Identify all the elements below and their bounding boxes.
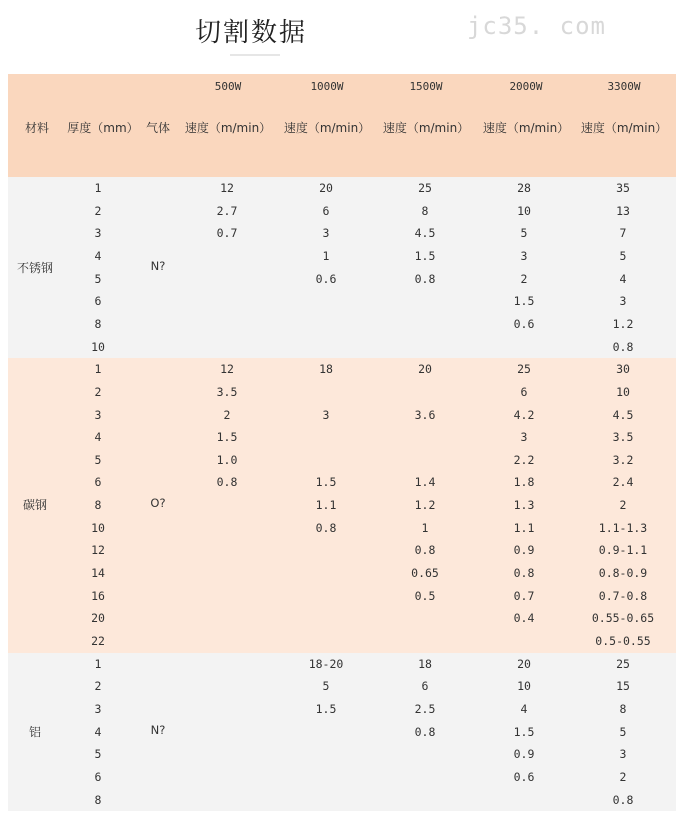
speed-cell: 12 [220, 362, 234, 377]
speed-cell: 25 [517, 362, 531, 377]
speed-cell: 25 [418, 181, 432, 195]
speed-cell: 4.5 [414, 226, 436, 241]
speed-cell: 5 [520, 226, 528, 241]
speed-cell: 2.7 [216, 203, 238, 218]
speed-cell [281, 290, 371, 313]
thickness-cell: 8 [94, 792, 102, 807]
header-speed-2000: 速度（m/min） [482, 121, 570, 135]
table-row [8, 675, 676, 698]
speed-cell: 0.8-0.9 [598, 566, 648, 581]
speed-cell: 1.5 [513, 294, 535, 309]
speed-cell [182, 675, 272, 698]
speed-cell [182, 539, 272, 562]
header-power-2000: 2000W [509, 80, 543, 93]
thickness-cell: 10 [91, 339, 105, 354]
table-row [8, 268, 676, 291]
speed-cell [380, 313, 470, 336]
thickness-cell: 3 [94, 701, 102, 716]
speed-cell [281, 607, 371, 630]
speed-cell [380, 607, 470, 630]
speed-cell [281, 562, 371, 585]
speed-cell: 2 [619, 769, 627, 784]
speed-cell: 5 [619, 248, 627, 263]
header-speed-500: 速度（m/min） [184, 121, 272, 135]
thickness-cell: 3 [94, 226, 102, 241]
thickness-cell: 12 [91, 543, 105, 558]
header-thickness: 厚度（mm） [67, 121, 139, 135]
speed-cell [182, 630, 272, 653]
speed-cell [182, 789, 272, 812]
speed-cell: 0.5 [414, 588, 436, 603]
speed-cell: 1.0 [216, 452, 238, 467]
speed-cell: 20 [418, 362, 432, 377]
thickness-cell: 8 [94, 316, 102, 331]
speed-cell: 0.9 [513, 747, 535, 762]
speed-cell: 5 [619, 724, 627, 739]
material-name: 铝 [28, 724, 41, 739]
table-row [8, 517, 676, 540]
table-row [8, 245, 676, 268]
speed-cell: 3 [520, 430, 528, 445]
speed-cell: 18 [418, 656, 432, 671]
header-power-1500: 1500W [409, 80, 443, 93]
speed-cell: 1 [421, 520, 429, 535]
speed-cell [380, 789, 470, 812]
header-speed-1000: 速度（m/min） [283, 121, 371, 135]
header-power-1000: 1000W [310, 80, 344, 93]
speed-cell [380, 743, 470, 766]
title-underline [230, 54, 280, 56]
speed-cell: 1.1-1.3 [598, 520, 648, 535]
speed-cell [182, 562, 272, 585]
table-row [8, 494, 676, 517]
header-speed-1500: 速度（m/min） [382, 121, 470, 135]
speed-cell: 0.9-1.1 [598, 543, 648, 558]
speed-cell: 0.6 [513, 769, 535, 784]
cutting-data-table [8, 74, 676, 814]
speed-cell [281, 381, 371, 404]
thickness-cell: 5 [94, 452, 102, 467]
speed-cell: 30 [616, 362, 630, 377]
thickness-cell: 20 [91, 611, 105, 626]
speed-cell [281, 539, 371, 562]
header-material: 材料 [24, 121, 49, 135]
thickness-cell: 22 [91, 634, 105, 648]
speed-cell: 10 [517, 679, 531, 694]
speed-cell [182, 494, 272, 517]
speed-cell: 0.8 [414, 271, 436, 286]
thickness-cell: 1 [94, 656, 102, 671]
speed-cell: 13 [616, 203, 630, 218]
speed-cell: 5 [322, 679, 330, 694]
speed-cell [281, 789, 371, 812]
thickness-cell: 16 [91, 588, 105, 603]
speed-cell: 2.5 [414, 701, 436, 716]
table-row [8, 721, 676, 744]
header-speed-3300: 速度（m/min） [580, 121, 668, 135]
speed-cell: 25 [616, 656, 630, 671]
speed-cell: 3 [322, 407, 330, 422]
speed-cell: 6 [421, 679, 429, 694]
speed-cell: 35 [616, 181, 630, 195]
thickness-cell: 4 [94, 430, 102, 445]
speed-cell: 0.4 [513, 611, 535, 626]
thickness-cell: 14 [91, 566, 105, 581]
speed-cell: 0.5-0.55 [595, 634, 651, 648]
speed-cell: 18-20 [308, 656, 344, 671]
speed-cell: 2 [520, 271, 528, 286]
speed-cell [281, 313, 371, 336]
speed-cell: 0.7 [513, 588, 535, 603]
thickness-cell: 6 [94, 475, 102, 490]
table-row [8, 789, 676, 812]
speed-cell: 0.9 [513, 543, 535, 558]
speed-cell: 1.4 [414, 475, 436, 490]
speed-cell: 3.5 [612, 430, 634, 445]
speed-cell [182, 313, 272, 336]
speed-cell: 6 [322, 203, 330, 218]
watermark: jc35. com [466, 12, 606, 40]
speed-cell: 0.8 [315, 520, 337, 535]
speed-cell [380, 336, 470, 359]
speed-cell [281, 585, 371, 608]
table-row [8, 404, 676, 427]
speed-cell [281, 449, 371, 472]
thickness-cell: 4 [94, 248, 102, 263]
thickness-cell: 5 [94, 747, 102, 762]
thickness-cell: 8 [94, 498, 102, 513]
speed-cell [380, 449, 470, 472]
speed-cell [281, 630, 371, 653]
thickness-cell: 4 [94, 724, 102, 739]
speed-cell: 1.2 [414, 498, 436, 513]
speed-cell [281, 426, 371, 449]
speed-cell [182, 721, 272, 744]
speed-cell: 1 [322, 248, 330, 263]
thickness-cell: 2 [94, 384, 102, 399]
table-header [8, 74, 676, 177]
speed-cell: 1.5 [315, 701, 337, 716]
table-row [8, 471, 676, 494]
speed-cell: 1.5 [216, 430, 238, 445]
gas-type: N? [150, 258, 166, 273]
speed-cell: 1.5 [513, 724, 535, 739]
thickness-cell: 2 [94, 203, 102, 218]
speed-cell [182, 743, 272, 766]
speed-cell: 28 [517, 181, 531, 195]
speed-cell [182, 653, 272, 676]
speed-cell [281, 336, 371, 359]
table-row [8, 698, 676, 721]
speed-cell: 1.5 [414, 248, 436, 263]
speed-cell: 20 [319, 181, 333, 195]
speed-cell: 2.4 [612, 475, 634, 490]
table-row [8, 630, 676, 653]
speed-cell: 0.8 [414, 724, 436, 739]
speed-cell: 15 [616, 679, 630, 694]
table-row [8, 653, 676, 676]
table-row [8, 290, 676, 313]
speed-cell: 3.2 [612, 452, 634, 467]
speed-cell: 1.2 [612, 316, 634, 331]
table-row [8, 743, 676, 766]
speed-cell [479, 336, 569, 359]
speed-cell [380, 290, 470, 313]
table-row [8, 562, 676, 585]
table-row [8, 200, 676, 223]
table-row [8, 358, 676, 381]
table-row [8, 539, 676, 562]
speed-cell: 2.2 [513, 452, 535, 467]
table-row [8, 585, 676, 608]
table-row [8, 177, 676, 200]
speed-cell [182, 585, 272, 608]
speed-cell: 0.7-0.8 [598, 588, 648, 603]
speed-cell [380, 426, 470, 449]
thickness-cell: 5 [94, 271, 102, 286]
speed-cell: 12 [220, 181, 234, 195]
header-power-500: 500W [214, 80, 242, 93]
table-row [8, 449, 676, 472]
speed-cell: 0.8 [612, 792, 634, 807]
table-row [8, 222, 676, 245]
thickness-cell: 2 [94, 679, 102, 694]
speed-cell: 4.2 [513, 407, 535, 422]
thickness-cell: 1 [94, 362, 102, 377]
speed-cell: 0.8 [216, 475, 238, 490]
table-row [8, 313, 676, 336]
speed-cell: 0.8 [513, 566, 535, 581]
material-name: 碳钢 [22, 498, 47, 513]
speed-cell: 3.5 [216, 384, 238, 399]
speed-cell: 0.7 [216, 226, 238, 241]
speed-cell: 10 [616, 384, 630, 399]
speed-cell: 0.6 [315, 271, 337, 286]
speed-cell: 4 [619, 271, 627, 286]
speed-cell: 2 [223, 407, 231, 422]
speed-cell: 0.6 [513, 316, 535, 331]
speed-cell: 6 [520, 384, 528, 399]
speed-cell: 3 [619, 747, 627, 762]
thickness-cell: 1 [94, 181, 102, 195]
speed-cell: 4.5 [612, 407, 634, 422]
gas-type: N? [150, 722, 166, 737]
thickness-cell: 6 [94, 769, 102, 784]
speed-cell: 20 [517, 656, 531, 671]
speed-cell [281, 766, 371, 789]
thickness-cell: 6 [94, 294, 102, 309]
speed-cell: 8 [421, 203, 429, 218]
speed-cell: 2 [619, 498, 627, 513]
speed-cell [182, 607, 272, 630]
speed-cell: 1.1 [513, 520, 535, 535]
speed-cell [479, 630, 569, 653]
speed-cell: 0.65 [411, 566, 439, 581]
speed-cell [281, 721, 371, 744]
gas-type: O? [150, 496, 166, 511]
table-row [8, 381, 676, 404]
speed-cell [182, 766, 272, 789]
speed-cell: 1.1 [315, 498, 337, 513]
thickness-cell: 10 [91, 520, 105, 535]
header-gas: 气体 [145, 121, 170, 135]
speed-cell: 0.8 [414, 543, 436, 558]
speed-cell [281, 743, 371, 766]
speed-cell: 0.8 [612, 339, 634, 354]
speed-cell [182, 517, 272, 540]
header-power-3300: 3300W [607, 80, 641, 93]
speed-cell: 1.5 [315, 475, 337, 490]
speed-cell [380, 766, 470, 789]
speed-cell [182, 290, 272, 313]
speed-cell [182, 336, 272, 359]
page-title: 切割数据 [195, 18, 308, 48]
speed-cell: 3 [322, 226, 330, 241]
speed-cell: 18 [319, 362, 333, 377]
speed-cell: 4 [520, 701, 528, 716]
speed-cell: 8 [619, 701, 627, 716]
speed-cell: 1.8 [513, 475, 535, 490]
speed-cell [380, 630, 470, 653]
speed-cell: 10 [517, 203, 531, 218]
table-row [8, 336, 676, 359]
speed-cell: 7 [619, 226, 627, 241]
table-row [8, 607, 676, 630]
table-row [8, 766, 676, 789]
thickness-cell: 3 [94, 407, 102, 422]
speed-cell [182, 698, 272, 721]
speed-cell [182, 245, 272, 268]
speed-cell: 0.55-0.65 [591, 611, 655, 626]
speed-cell: 3.6 [414, 407, 436, 422]
material-name: 不锈钢 [16, 260, 53, 275]
speed-cell: 3 [619, 294, 627, 309]
table-row [8, 426, 676, 449]
speed-cell: 3 [520, 248, 528, 263]
speed-cell [182, 268, 272, 291]
speed-cell [380, 381, 470, 404]
speed-cell: 1.3 [513, 498, 535, 513]
speed-cell [479, 789, 569, 812]
